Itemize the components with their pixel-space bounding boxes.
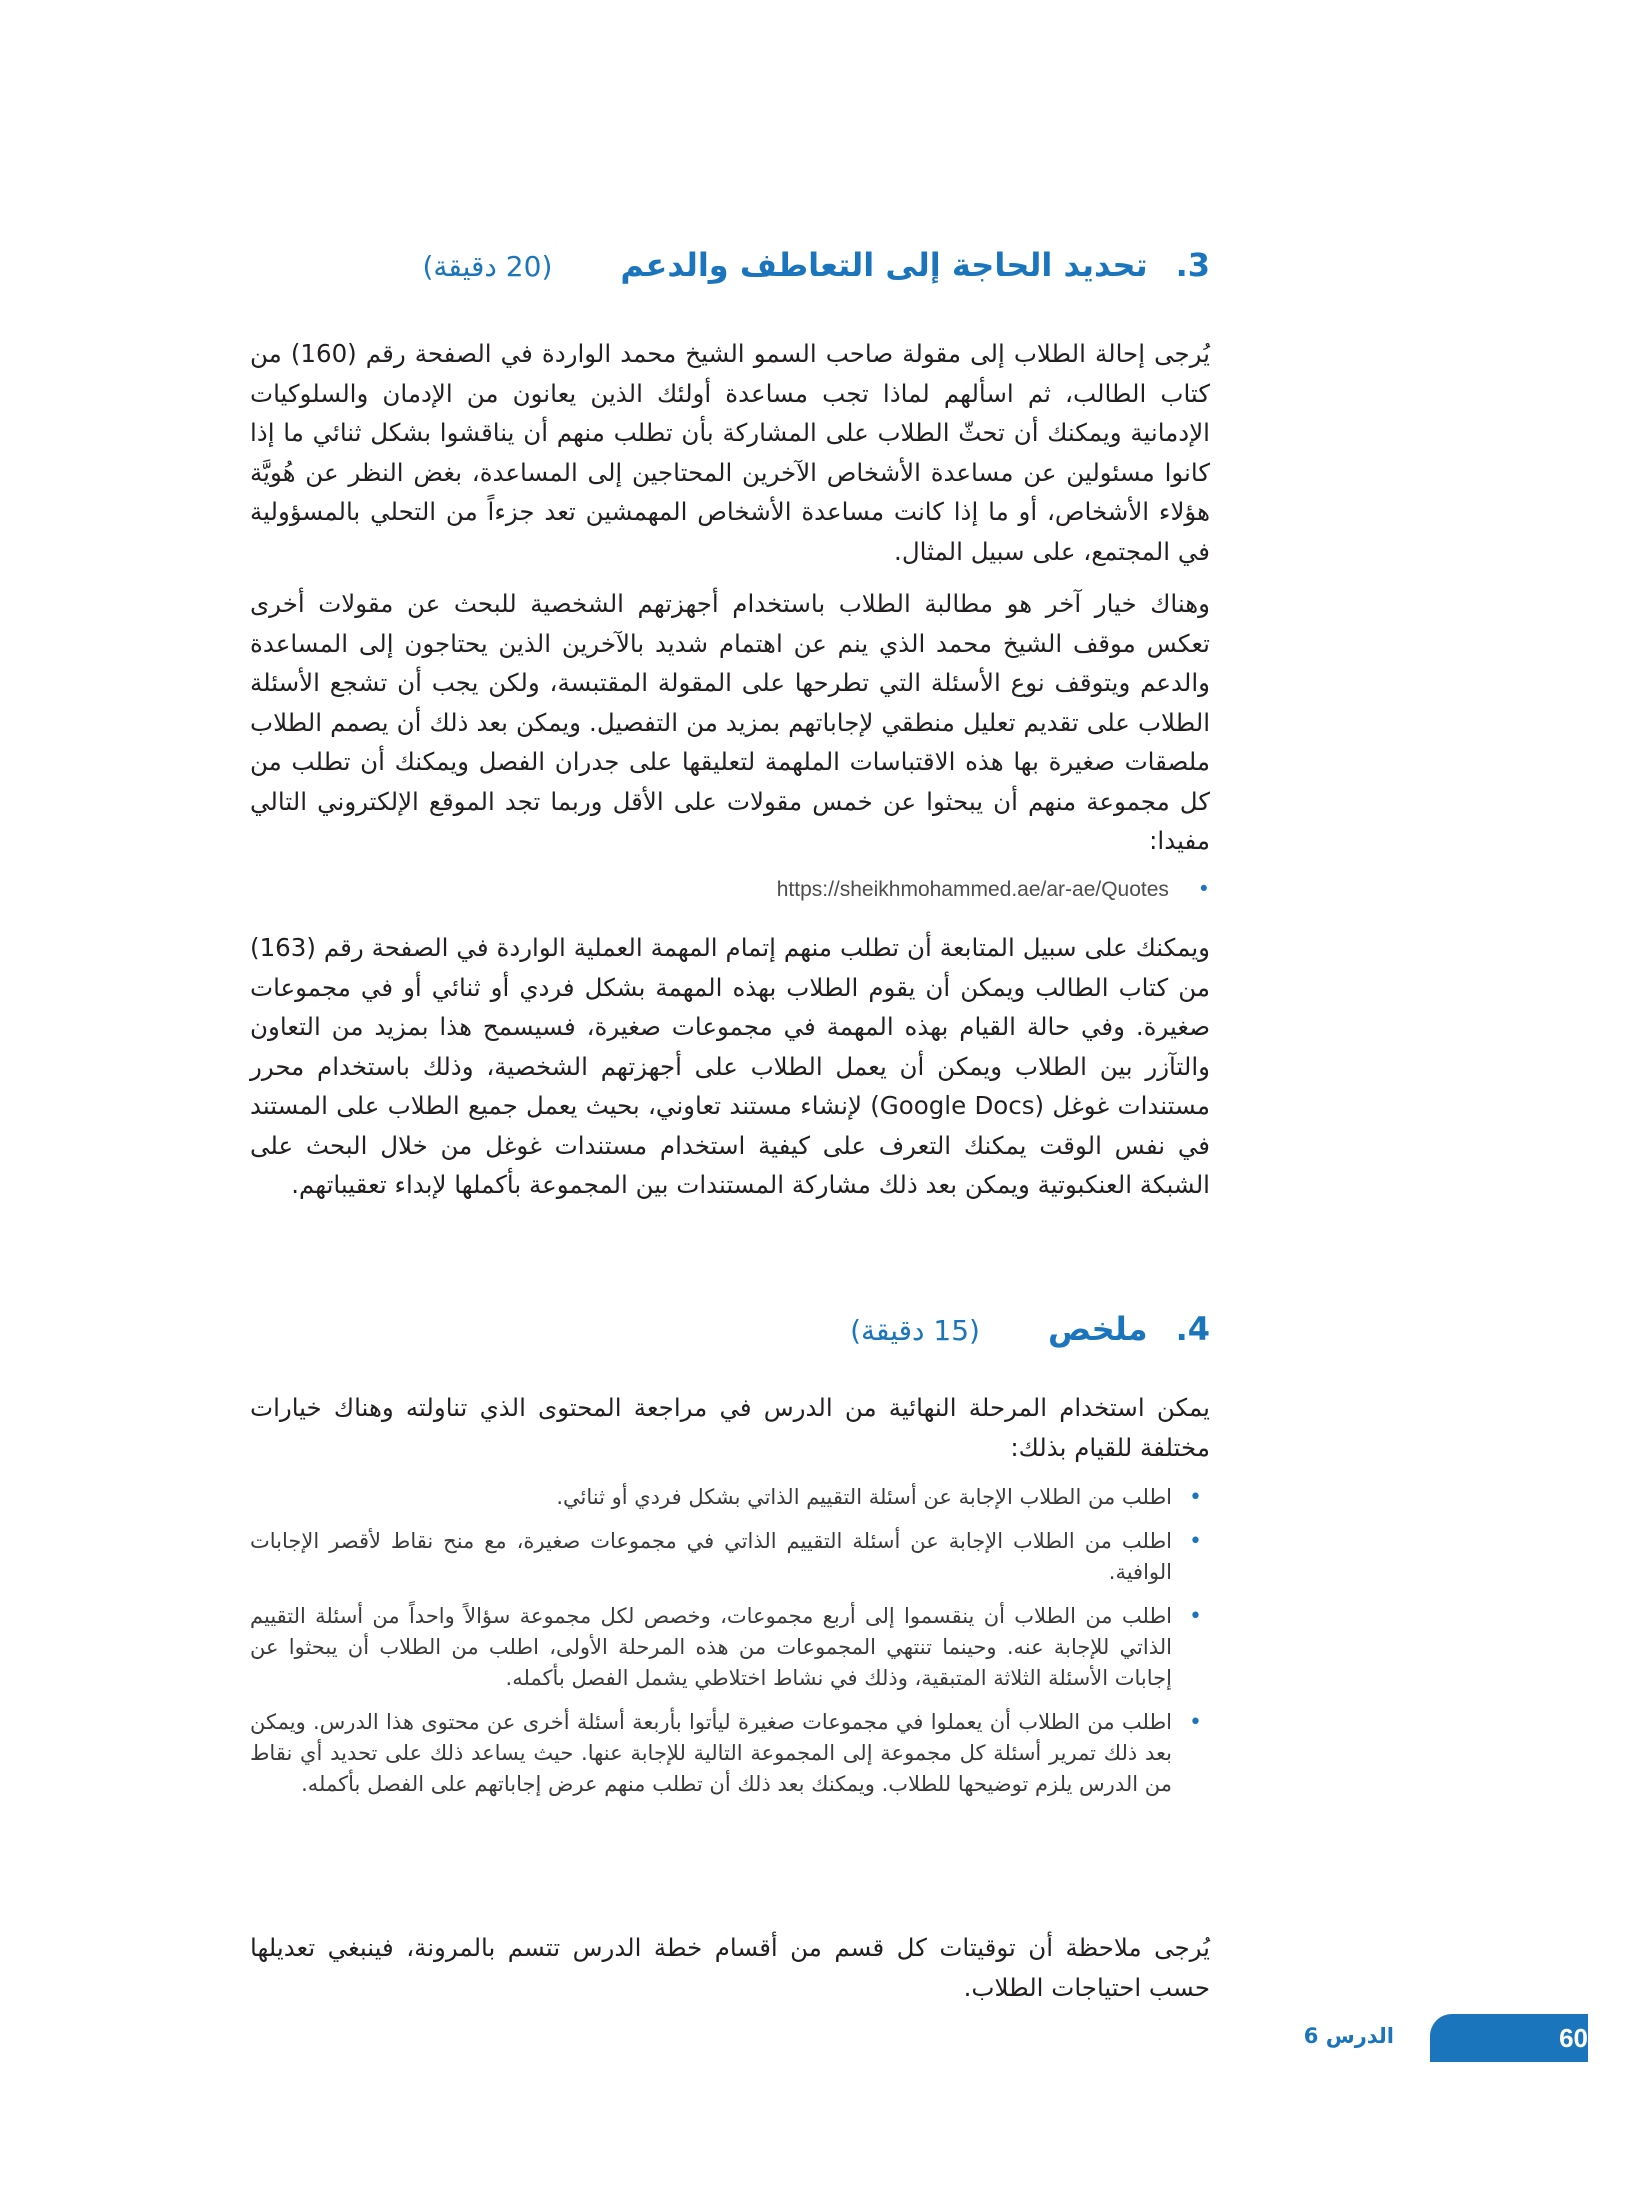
bullet-list: [250, 1482, 1210, 1800]
page-number: 60: [1559, 2022, 1588, 2053]
section-4-heading: [850, 1310, 1210, 1348]
list-item: [250, 1601, 1210, 1694]
section-3-duration: (20 دقيقة): [422, 250, 553, 283]
quotes-link[interactable]: https://sheikhmohammed.ae/ar-ae/Quotes: [776, 878, 1169, 901]
section-4-title: ملخص: [1047, 1310, 1148, 1348]
section-3-number: 3.: [1175, 246, 1210, 284]
list-item-text: اطلب من الطلاب أن يعملوا في مجموعات صغيرة ليأتوا بأربعة أسئلة أخرى عن محتوى هذا الدرس. ويمكن بعد ذلك تمرير أسئلة كل مجموعة إلى المجموعة التالية للإجابة عنها. حيث يساعد ذلك على تحديد أي نقاط من الدرس يلزم توضيحها للطلاب. ويمكنك بعد ذلك أن تطلب منهم عرض إجاباتهم على الفصل بأكمله.: [250, 1710, 1172, 1796]
section-4-number: 4.: [1175, 1310, 1210, 1348]
paragraph-text: يُرجى ملاحظة أن توقيتات كل قسم من أقسام خطة الدرس تتسم بالمرونة، فينبغي تعديلها حسب احتياجات الطلاب.: [250, 1933, 1210, 2002]
bullet-icon: •: [1189, 1485, 1202, 1510]
list-item: [250, 1482, 1210, 1513]
lesson-label: الدرس 6: [1303, 2024, 1394, 2048]
closing-note: [250, 1928, 1210, 2007]
section-4-intro: [250, 1388, 1210, 1467]
paragraph-text: ويمكنك على سبيل المتابعة أن تطلب منهم إتمام المهمة العملية الواردة في الصفحة رقم (163) من كتاب الطالب ويمكن أن يقوم الطلاب بهذه المهمة بشكل فردي أو ثنائي أو في مجموعات صغيرة. وفي حالة القيام بهذه المهمة في مجموعات صغيرة، فسيسمح هذا بمزيد من التعاون والتآزر بين الطلاب ويمكن أن يعمل الطلاب على أجهزتهم الشخصية، وذلك باستخدام محرر مستندات غوغل (Google Docs) لإنشاء مستند تعاوني، بحيث يعمل جميع الطلاب على المستند في نفس الوقت يمكنك التعرف على كيفية استخدام مستندات غوغل من خلال البحث على الشبكة العنكبوتية ويمكن بعد ذلك مشاركة المستندات بين المجموعة بأكملها لإبداء تعقيباتهم.: [250, 933, 1211, 1199]
section-3-paragraph-1: [250, 334, 1210, 571]
list-item-text: اطلب من الطلاب أن ينقسموا إلى أربع مجموعات، وخصص لكل مجموعة سؤالاً واحداً من أسئلة التقييم الذاتي للإجابة عنه. وحينما تنتهي المجموعات من هذه المرحلة الأولى، اطلب من الطلاب أن يبحثوا عن إجابات الأسئلة الثلاثة المتبقية، وذلك في نشاط اختلاطي يشمل الفصل بأكمله.: [250, 1604, 1172, 1690]
section-4-bullets: [250, 1482, 1210, 1813]
list-item: [250, 1707, 1210, 1800]
bullet-icon: •: [1189, 1604, 1202, 1629]
bullet-icon: •: [1189, 1529, 1202, 1554]
bullet-icon: •: [1189, 1710, 1202, 1735]
section-3-title: تحديد الحاجة إلى التعاطف والدعم: [620, 246, 1148, 284]
paragraph-text: يمكن استخدام المرحلة النهائية من الدرس في مراجعة المحتوى الذي تناولته وهناك خيارات مختلفة للقيام بذلك:: [250, 1393, 1210, 1462]
section-3-heading: [422, 246, 1210, 284]
paragraph-text: يُرجى إحالة الطلاب إلى مقولة صاحب السمو الشيخ محمد الواردة في الصفحة رقم (160) من كتاب الطالب، ثم اسألهم لماذا تجب مساعدة أولئك الذين يعانون من الإدمان والسلوكيات الإدمانية ويمكنك أن تحثّ الطلاب على المشاركة بأن تطلب منهم أن يناقشوا بشكل ثنائي ما إذا كانوا مسئولين عن مساعدة الأشخاص الآخرين المحتاجين إلى المساعدة، بغض النظر عن هُويَّة هؤلاء الأشخاص، أو ما إذا كانت مساعدة الأشخاص المهمشين تعد جزءاً من التحلي بالمسؤولية في المجتمع، على سبيل المثال.: [250, 339, 1210, 566]
list-item-text: اطلب من الطلاب الإجابة عن أسئلة التقييم الذاتي بشكل فردي أو ثنائي.: [556, 1485, 1172, 1509]
section-3-paragraph-2: [250, 584, 1210, 861]
followup-paragraph: [250, 928, 1210, 1205]
section-4-duration: (15 دقيقة): [850, 1314, 980, 1347]
paragraph-text: وهناك خيار آخر هو مطالبة الطلاب باستخدام أجهزتهم الشخصية للبحث عن مقولات أخرى تعكس موقف الشيخ محمد الذي ينم عن اهتمام شديد بالآخرين الذين يحتاجون إلى المساعدة والدعم ويتوقف نوع الأسئلة التي تطرحها على المقولة المقتبسة، ولكن يجب أن تشجع الأسئلة الطلاب على تقديم تعليل منطقي لإجاباتهم بمزيد من التفصيل. ويمكن بعد ذلك أن يصمم الطلاب ملصقات صغيرة بها هذه الاقتباسات الملهمة لتعليقها على جدران الفصل ويمكنك أن تطلب من كل مجموعة منهم أن يبحثوا عن خمس مقولات على الأقل وربما تجد الموقع الإلكتروني التالي مفيدا:: [250, 589, 1210, 855]
page-number-badge: [1430, 2014, 1588, 2062]
bullet-icon: •: [1197, 877, 1210, 901]
list-item: [250, 1526, 1210, 1588]
list-item-text: اطلب من الطلاب الإجابة عن أسئلة التقييم الذاتي في مجموعات صغيرة، مع منح نقاط لأقصر الإجابات الوافية.: [250, 1529, 1172, 1584]
url-bullet: [777, 877, 1210, 902]
